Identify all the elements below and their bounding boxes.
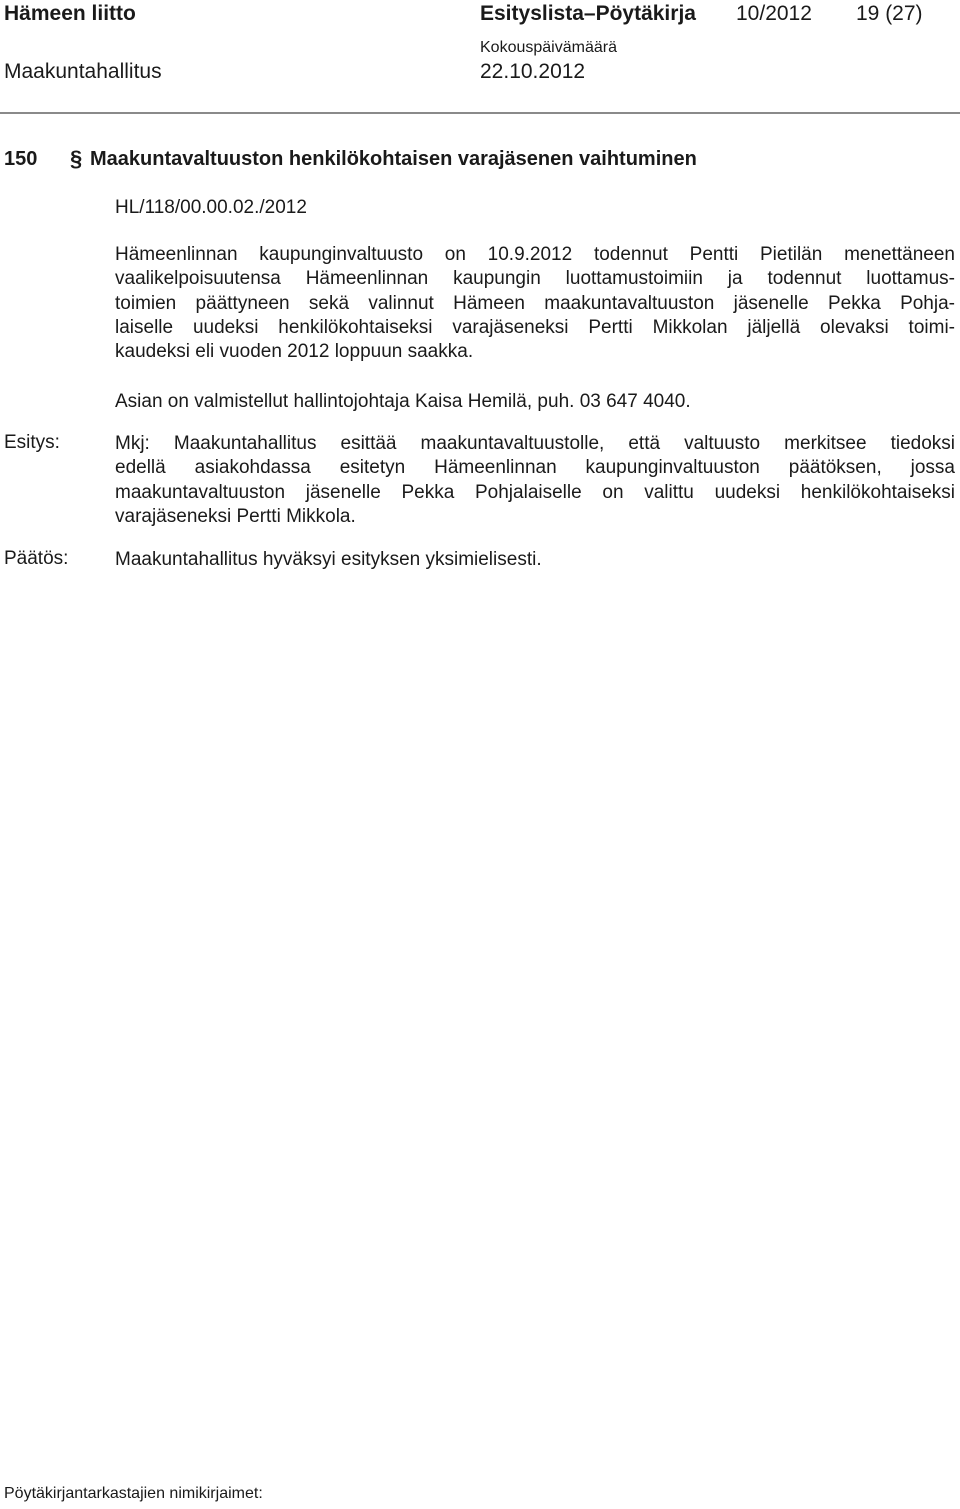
section-sign-icon: § xyxy=(70,146,83,171)
header-divider xyxy=(0,112,960,114)
paragraph-line: vaalikelpoisuutensa Hämeenlinnan kaupungin luottamustoimiin ja todennut luottamus- xyxy=(115,268,955,290)
document-number: 10/2012 xyxy=(736,2,812,25)
governing-body: Maakuntahallitus xyxy=(4,60,162,83)
decision-label: Päätös: xyxy=(4,548,69,569)
proposal-label: Esitys: xyxy=(4,432,60,453)
paragraph-line: kaudeksi eli vuoden 2012 loppuun saakka. xyxy=(115,341,474,363)
section-title: Maakuntavaltuuston henkilökohtaisen varajäsenen vaihtuminen xyxy=(90,148,697,170)
proposal-paragraph xyxy=(115,432,955,529)
paragraph-line: varajäseneksi Pertti Mikkola. xyxy=(115,505,356,527)
diary-number: HL/118/00.00.02./2012 xyxy=(115,197,307,218)
signatures-label: Pöytäkirjantarkastajien nimikirjaimet: xyxy=(4,1485,263,1502)
paragraph-line: edellä asiakohdassa esitetyn Hämeenlinnan kaupunginvaltuuston päätöksen, jossa xyxy=(115,457,955,479)
meeting-date: 22.10.2012 xyxy=(480,60,586,83)
paragraph-line: Mkj: Maakuntahallitus esittää maakuntavaltuustolle, että valtuusto merkitsee tiedoksi xyxy=(115,433,955,454)
section-number: 150 xyxy=(4,148,38,170)
paragraph-line: maakuntavaltuuston jäsenelle Pekka Pohjalaiselle on valittu uudeksi henkilökohtaiseksi xyxy=(115,481,955,503)
organization-name: Hämeen liitto xyxy=(4,2,136,25)
decision-paragraph: Maakuntahallitus hyväksyi esityksen yksimielisesti. xyxy=(115,549,542,570)
paragraph-line: toimien päättyneen sekä valinnut Hämeen maakuntavaltuuston jäsenelle Pekka Pohja- xyxy=(115,292,955,314)
paragraph-line: Hämeenlinnan kaupunginvaltuusto on 10.9.2012 todennut Pentti Pietilän menettäneen xyxy=(115,244,955,265)
background-paragraph xyxy=(115,243,955,364)
meeting-date-label: Kokouspäivämäärä xyxy=(480,39,617,56)
preparer-paragraph: Asian on valmistellut hallintojohtaja Kaisa Hemilä, puh. 03 647 4040. xyxy=(115,391,691,412)
page-number: 19 (27) xyxy=(856,2,923,25)
document-type: Esityslista–Pöytäkirja xyxy=(480,2,696,25)
paragraph-line: laiselle uudeksi henkilökohtaiseksi varajäseneksi Pertti Mikkolan jäljellä olevaksi toimi- xyxy=(115,316,955,338)
